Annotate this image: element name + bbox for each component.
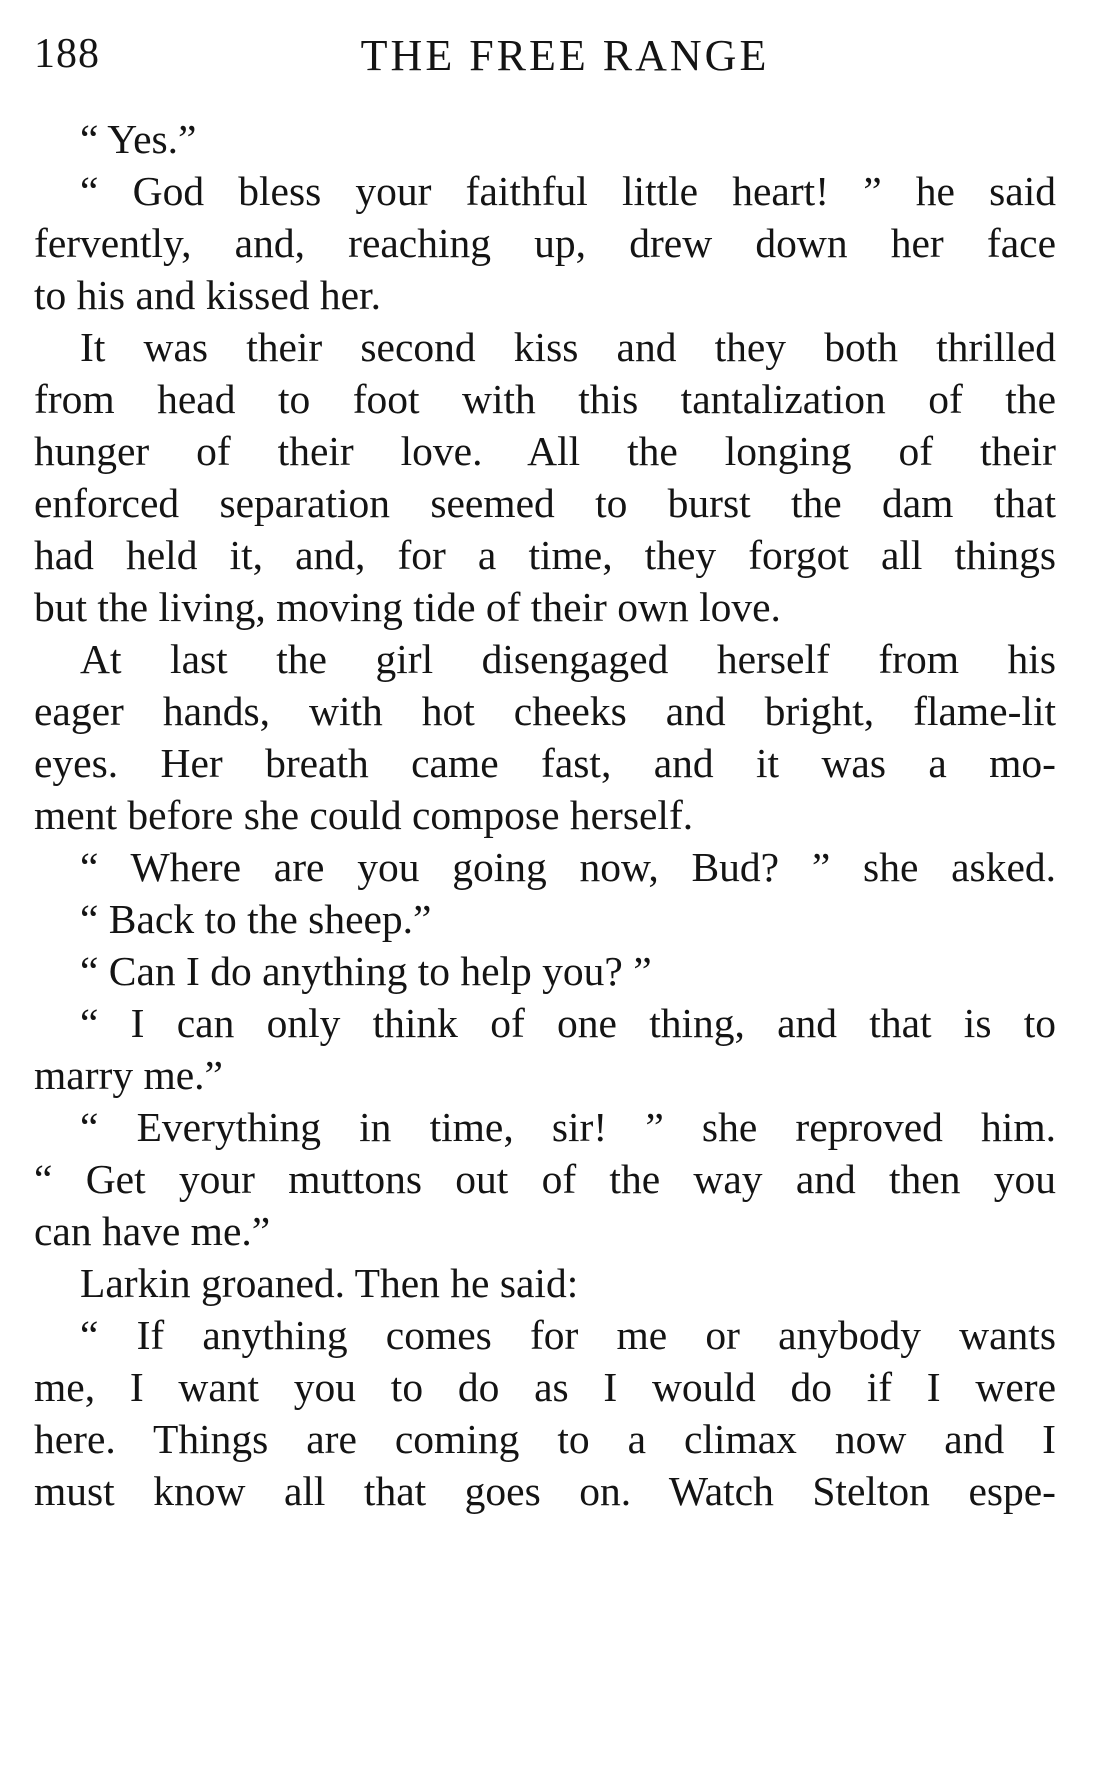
text-line: marry me.”	[34, 1052, 223, 1098]
text-line: “ Get your muttons out of the way and then you	[34, 1156, 1056, 1202]
text-line: from head to foot with this tantalization of the	[34, 376, 1056, 422]
text-line: must know all that goes on. Watch Stelton espe-	[34, 1468, 1056, 1514]
text-line: fervently, and, reaching up, drew down her face	[34, 220, 1056, 266]
text-line: “ Back to the sheep.”	[80, 896, 432, 942]
page-number: 188	[34, 31, 100, 77]
text-line: eager hands, with hot cheeks and bright, flame-lit	[34, 688, 1056, 734]
text-line: “ I can only think of one thing, and that is to	[80, 1000, 1056, 1046]
text-line: “ God bless your faithful little heart! ” he said	[80, 168, 1056, 214]
text-line: me, I want you to do as I would do if I were	[34, 1364, 1056, 1410]
text-line: ment before she could compose herself.	[34, 792, 694, 838]
text-line: enforced separation seemed to burst the dam that	[34, 480, 1056, 526]
text-line: here. Things are coming to a climax now and I	[34, 1416, 1056, 1462]
text-line: At last the girl disengaged herself from his	[80, 636, 1056, 682]
text-line: but the living, moving tide of their own love.	[34, 584, 781, 630]
text-line: “ Can I do anything to help you? ”	[80, 948, 652, 994]
text-line: had held it, and, for a time, they forgot all things	[34, 532, 1056, 578]
text-line: “ Everything in time, sir! ” she reproved him.	[80, 1104, 1056, 1150]
text-line: to his and kissed her.	[34, 272, 381, 318]
running-title: THE FREE RANGE	[360, 31, 770, 80]
text-line: can have me.”	[34, 1208, 271, 1254]
text-line: hunger of their love. All the longing of their	[34, 428, 1056, 474]
text-line: eyes. Her breath came fast, and it was a mo-	[34, 740, 1056, 786]
text-line: “ Where are you going now, Bud? ” she asked.	[80, 844, 1056, 890]
text-line: “ Yes.”	[80, 116, 197, 162]
page-header	[0, 30, 1115, 100]
text-line: It was their second kiss and they both thrilled	[80, 324, 1056, 370]
text-line: “ If anything comes for me or anybody wants	[80, 1312, 1056, 1358]
text-line: Larkin groaned. Then he said:	[80, 1260, 579, 1306]
